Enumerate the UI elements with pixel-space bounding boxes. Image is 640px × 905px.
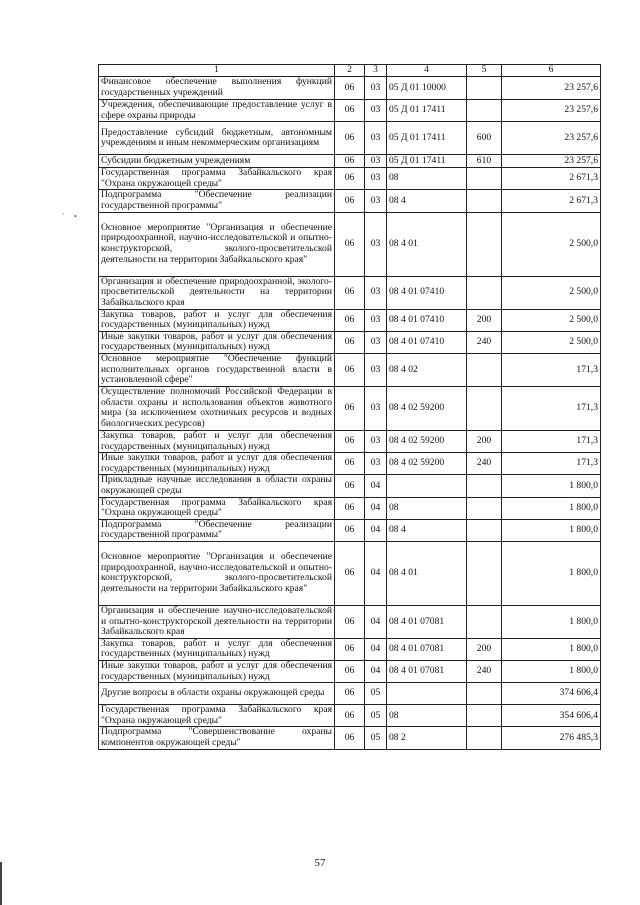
amount-cell: 1 800,0 bbox=[502, 638, 601, 660]
target-article-cell: 08 bbox=[387, 705, 467, 727]
scan-dot-mark: • bbox=[74, 212, 77, 221]
target-article-cell bbox=[387, 683, 467, 705]
section-code-cell: 06 bbox=[335, 122, 365, 155]
item-name-cell: Другие вопросы в области охраны окружающей среды bbox=[99, 683, 335, 705]
section-code-cell: 06 bbox=[335, 683, 365, 705]
subsection-code-cell: 05 bbox=[365, 705, 387, 727]
table-row bbox=[99, 100, 601, 122]
amount-cell: 276 485,3 bbox=[502, 727, 601, 749]
amount-cell: 1 800,0 bbox=[502, 661, 601, 683]
amount-cell: 1 800,0 bbox=[502, 541, 601, 605]
amount-cell: 2 500,0 bbox=[502, 212, 601, 276]
subsection-code-cell: 03 bbox=[365, 122, 387, 155]
target-article-cell: 08 4 02 59200 bbox=[387, 453, 467, 475]
subsection-code-cell: 03 bbox=[365, 155, 387, 168]
item-name-cell: Подпрограмма "Обеспечение реализации государственной программы" bbox=[99, 190, 335, 212]
subsection-code-cell: 03 bbox=[365, 77, 387, 100]
expense-type-cell bbox=[467, 190, 502, 212]
section-code-cell: 06 bbox=[335, 155, 365, 168]
expense-type-cell bbox=[467, 276, 502, 309]
section-code-cell: 06 bbox=[335, 519, 365, 541]
item-name-cell: Иные закупки товаров, работ и услуг для обеспечения государственных (муниципальных) нужд bbox=[99, 661, 335, 683]
subsection-code-cell: 03 bbox=[365, 100, 387, 122]
amount-cell: 2 671,3 bbox=[502, 168, 601, 190]
target-article-cell: 08 4 01 bbox=[387, 541, 467, 605]
table-row bbox=[99, 353, 601, 386]
section-code-cell: 06 bbox=[335, 638, 365, 660]
target-article-cell: 08 4 01 07081 bbox=[387, 638, 467, 660]
target-article-cell: 08 bbox=[387, 497, 467, 519]
target-article-cell: 08 4 bbox=[387, 190, 467, 212]
column-number: 6 bbox=[502, 65, 601, 77]
item-name-cell: Закупка товаров, работ и услуг для обеспечения государственных (муниципальных) нужд bbox=[99, 430, 335, 452]
subsection-code-cell: 03 bbox=[365, 276, 387, 309]
subsection-code-cell: 04 bbox=[365, 541, 387, 605]
target-article-cell: 08 4 02 59200 bbox=[387, 386, 467, 430]
table-row bbox=[99, 541, 601, 605]
subsection-code-cell: 03 bbox=[365, 190, 387, 212]
item-name-cell: Прикладные научные исследования в области охраны окружающей среды bbox=[99, 475, 335, 497]
table-row bbox=[99, 122, 601, 155]
expense-type-cell: 600 bbox=[467, 122, 502, 155]
column-number: 5 bbox=[467, 65, 502, 77]
target-article-cell: 08 4 01 07410 bbox=[387, 331, 467, 353]
table-row bbox=[99, 331, 601, 353]
amount-cell: 2 500,0 bbox=[502, 309, 601, 331]
section-code-cell: 06 bbox=[335, 430, 365, 452]
amount-cell: 374 606,4 bbox=[502, 683, 601, 705]
subsection-code-cell: 03 bbox=[365, 331, 387, 353]
column-number: 4 bbox=[387, 65, 467, 77]
subsection-code-cell: 04 bbox=[365, 661, 387, 683]
table-row bbox=[99, 212, 601, 276]
target-article-cell: 08 4 02 bbox=[387, 353, 467, 386]
section-code-cell: 06 bbox=[335, 727, 365, 749]
expense-type-cell bbox=[467, 605, 502, 638]
expense-type-cell: 200 bbox=[467, 430, 502, 452]
item-name-cell: Иные закупки товаров, работ и услуг для обеспечения государственных (муниципальных) нужд bbox=[99, 453, 335, 475]
section-code-cell: 06 bbox=[335, 100, 365, 122]
table-row bbox=[99, 497, 601, 519]
expense-type-cell: 240 bbox=[467, 331, 502, 353]
target-article-cell: 08 4 01 bbox=[387, 212, 467, 276]
section-code-cell: 06 bbox=[335, 276, 365, 309]
section-code-cell: 06 bbox=[335, 661, 365, 683]
section-code-cell: 06 bbox=[335, 475, 365, 497]
amount-cell: 1 800,0 bbox=[502, 475, 601, 497]
table-row bbox=[99, 276, 601, 309]
budget-table bbox=[98, 64, 601, 750]
expense-type-cell bbox=[467, 168, 502, 190]
item-name-cell: Основное мероприятие "Организация и обеспечение природоохранной, научно-исследовательской и опытно-конструкторской, эколого-просветительской деятельности на территории Забайкальского края" bbox=[99, 212, 335, 276]
amount-cell: 171,3 bbox=[502, 430, 601, 452]
expense-type-cell bbox=[467, 100, 502, 122]
item-name-cell: Подпрограмма "Совершенствование охраны компонентов окружающей среды" bbox=[99, 727, 335, 749]
section-code-cell: 06 bbox=[335, 353, 365, 386]
item-name-cell: Государственная программа Забайкальского края "Охрана окружающей среды" bbox=[99, 705, 335, 727]
expense-type-cell: 200 bbox=[467, 638, 502, 660]
table-row bbox=[99, 453, 601, 475]
item-name-cell: Подпрограмма "Обеспечение реализации государственной программы" bbox=[99, 519, 335, 541]
column-number: 3 bbox=[365, 65, 387, 77]
expense-type-cell bbox=[467, 386, 502, 430]
expense-type-cell bbox=[467, 77, 502, 100]
item-name-cell: Предоставление субсидий бюджетным, автономным учреждениям и иным некоммерческим организациям bbox=[99, 122, 335, 155]
subsection-code-cell: 03 bbox=[365, 353, 387, 386]
item-name-cell: Организация и обеспечение научно-исследовательской и опытно-конструкторской деятельности на территории Забайкальского края bbox=[99, 605, 335, 638]
budget-table-body bbox=[99, 65, 601, 750]
expense-type-cell: 200 bbox=[467, 309, 502, 331]
table-row bbox=[99, 683, 601, 705]
expense-type-cell bbox=[467, 727, 502, 749]
amount-cell: 2 500,0 bbox=[502, 276, 601, 309]
section-code-cell: 06 bbox=[335, 541, 365, 605]
subsection-code-cell: 04 bbox=[365, 519, 387, 541]
item-name-cell: Учреждения, обеспечивающие предоставление услуг в сфере охраны природы bbox=[99, 100, 335, 122]
amount-cell: 1 800,0 bbox=[502, 605, 601, 638]
target-article-cell: 08 4 bbox=[387, 519, 467, 541]
table-row bbox=[99, 661, 601, 683]
subsection-code-cell: 04 bbox=[365, 638, 387, 660]
table-row bbox=[99, 168, 601, 190]
section-code-cell: 06 bbox=[335, 331, 365, 353]
target-article-cell: 05 Д 01 17411 bbox=[387, 155, 467, 168]
target-article-cell: 08 4 01 07410 bbox=[387, 309, 467, 331]
expense-type-cell bbox=[467, 541, 502, 605]
table-row bbox=[99, 190, 601, 212]
subsection-code-cell: 03 bbox=[365, 430, 387, 452]
section-code-cell: 06 bbox=[335, 309, 365, 331]
target-article-cell: 08 4 01 07410 bbox=[387, 276, 467, 309]
section-code-cell: 06 bbox=[335, 168, 365, 190]
amount-cell: 23 257,6 bbox=[502, 155, 601, 168]
table-row bbox=[99, 605, 601, 638]
section-code-cell: 06 bbox=[335, 705, 365, 727]
expense-type-cell bbox=[467, 683, 502, 705]
section-code-cell: 06 bbox=[335, 386, 365, 430]
page-number: 57 bbox=[314, 857, 326, 869]
section-code-cell: 06 bbox=[335, 77, 365, 100]
table-row bbox=[99, 155, 601, 168]
item-name-cell: Государственная программа Забайкальского края "Охрана окружающей среды" bbox=[99, 168, 335, 190]
expense-type-cell bbox=[467, 705, 502, 727]
subsection-code-cell: 05 bbox=[365, 683, 387, 705]
section-code-cell: 06 bbox=[335, 453, 365, 475]
amount-cell: 2 500,0 bbox=[502, 331, 601, 353]
column-number: 1 bbox=[99, 65, 335, 77]
subsection-code-cell: 04 bbox=[365, 605, 387, 638]
subsection-code-cell: 04 bbox=[365, 475, 387, 497]
expense-type-cell bbox=[467, 497, 502, 519]
column-number: 2 bbox=[335, 65, 365, 77]
subsection-code-cell: 04 bbox=[365, 497, 387, 519]
table-row bbox=[99, 430, 601, 452]
expense-type-cell bbox=[467, 212, 502, 276]
target-article-cell: 08 4 01 07081 bbox=[387, 661, 467, 683]
subsection-code-cell: 03 bbox=[365, 453, 387, 475]
item-name-cell: Основное мероприятие "Обеспечение функций исполнительных органов государственной власти в установленной сфере" bbox=[99, 353, 335, 386]
target-article-cell: 08 4 02 59200 bbox=[387, 430, 467, 452]
table-row bbox=[99, 77, 601, 100]
table-row bbox=[99, 727, 601, 749]
subsection-code-cell: 03 bbox=[365, 386, 387, 430]
expense-type-cell: 240 bbox=[467, 661, 502, 683]
target-article-cell bbox=[387, 475, 467, 497]
table-row bbox=[99, 475, 601, 497]
amount-cell: 1 800,0 bbox=[502, 497, 601, 519]
table-row bbox=[99, 638, 601, 660]
column-number-row bbox=[99, 65, 601, 77]
scan-dot-mark: · bbox=[62, 210, 65, 219]
table-row bbox=[99, 309, 601, 331]
item-name-cell: Финансовое обеспечение выполнения функций государственных учреждений bbox=[99, 77, 335, 100]
amount-cell: 171,3 bbox=[502, 353, 601, 386]
item-name-cell: Государственная программа Забайкальского края "Охрана окружающей среды" bbox=[99, 497, 335, 519]
item-name-cell: Закупка товаров, работ и услуг для обеспечения государственных (муниципальных) нужд bbox=[99, 638, 335, 660]
item-name-cell: Иные закупки товаров, работ и услуг для обеспечения государственных (муниципальных) нужд bbox=[99, 331, 335, 353]
item-name-cell: Организация и обеспечение природоохранной, эколого-просветительской деятельности на территории Забайкальского края bbox=[99, 276, 335, 309]
amount-cell: 354 606,4 bbox=[502, 705, 601, 727]
amount-cell: 171,3 bbox=[502, 386, 601, 430]
subsection-code-cell: 03 bbox=[365, 309, 387, 331]
table-row bbox=[99, 705, 601, 727]
amount-cell: 23 257,6 bbox=[502, 122, 601, 155]
target-article-cell: 08 bbox=[387, 168, 467, 190]
expense-type-cell bbox=[467, 519, 502, 541]
subsection-code-cell: 05 bbox=[365, 727, 387, 749]
expense-type-cell bbox=[467, 353, 502, 386]
expense-type-cell: 610 bbox=[467, 155, 502, 168]
target-article-cell: 05 Д 01 17411 bbox=[387, 100, 467, 122]
section-code-cell: 06 bbox=[335, 497, 365, 519]
amount-cell: 23 257,6 bbox=[502, 77, 601, 100]
section-code-cell: 06 bbox=[335, 605, 365, 638]
target-article-cell: 05 Д 01 10000 bbox=[387, 77, 467, 100]
amount-cell: 23 257,6 bbox=[502, 100, 601, 122]
table-row bbox=[99, 519, 601, 541]
amount-cell: 1 800,0 bbox=[502, 519, 601, 541]
section-code-cell: 06 bbox=[335, 190, 365, 212]
target-article-cell: 08 4 01 07081 bbox=[387, 605, 467, 638]
item-name-cell: Осуществление полномочий Российской Федерации в области охраны и использования объектов животного мира (за исключением охотничьих ресурсов и водных биологических ресурсов) bbox=[99, 386, 335, 430]
item-name-cell: Закупка товаров, работ и услуг для обеспечения государственных (муниципальных) нужд bbox=[99, 309, 335, 331]
amount-cell: 2 671,3 bbox=[502, 190, 601, 212]
expense-type-cell: 240 bbox=[467, 453, 502, 475]
item-name-cell: Основное мероприятие "Организация и обеспечение природоохранной, научно-исследовательской и опытно-конструкторской, эколого-просветительской деятельности на территории Забайкальского края" bbox=[99, 541, 335, 605]
amount-cell: 171,3 bbox=[502, 453, 601, 475]
target-article-cell: 08 2 bbox=[387, 727, 467, 749]
section-code-cell: 06 bbox=[335, 212, 365, 276]
table-row bbox=[99, 386, 601, 430]
target-article-cell: 05 Д 01 17411 bbox=[387, 122, 467, 155]
item-name-cell: Субсидии бюджетным учреждениям bbox=[99, 155, 335, 168]
subsection-code-cell: 03 bbox=[365, 168, 387, 190]
subsection-code-cell: 03 bbox=[365, 212, 387, 276]
expense-type-cell bbox=[467, 475, 502, 497]
